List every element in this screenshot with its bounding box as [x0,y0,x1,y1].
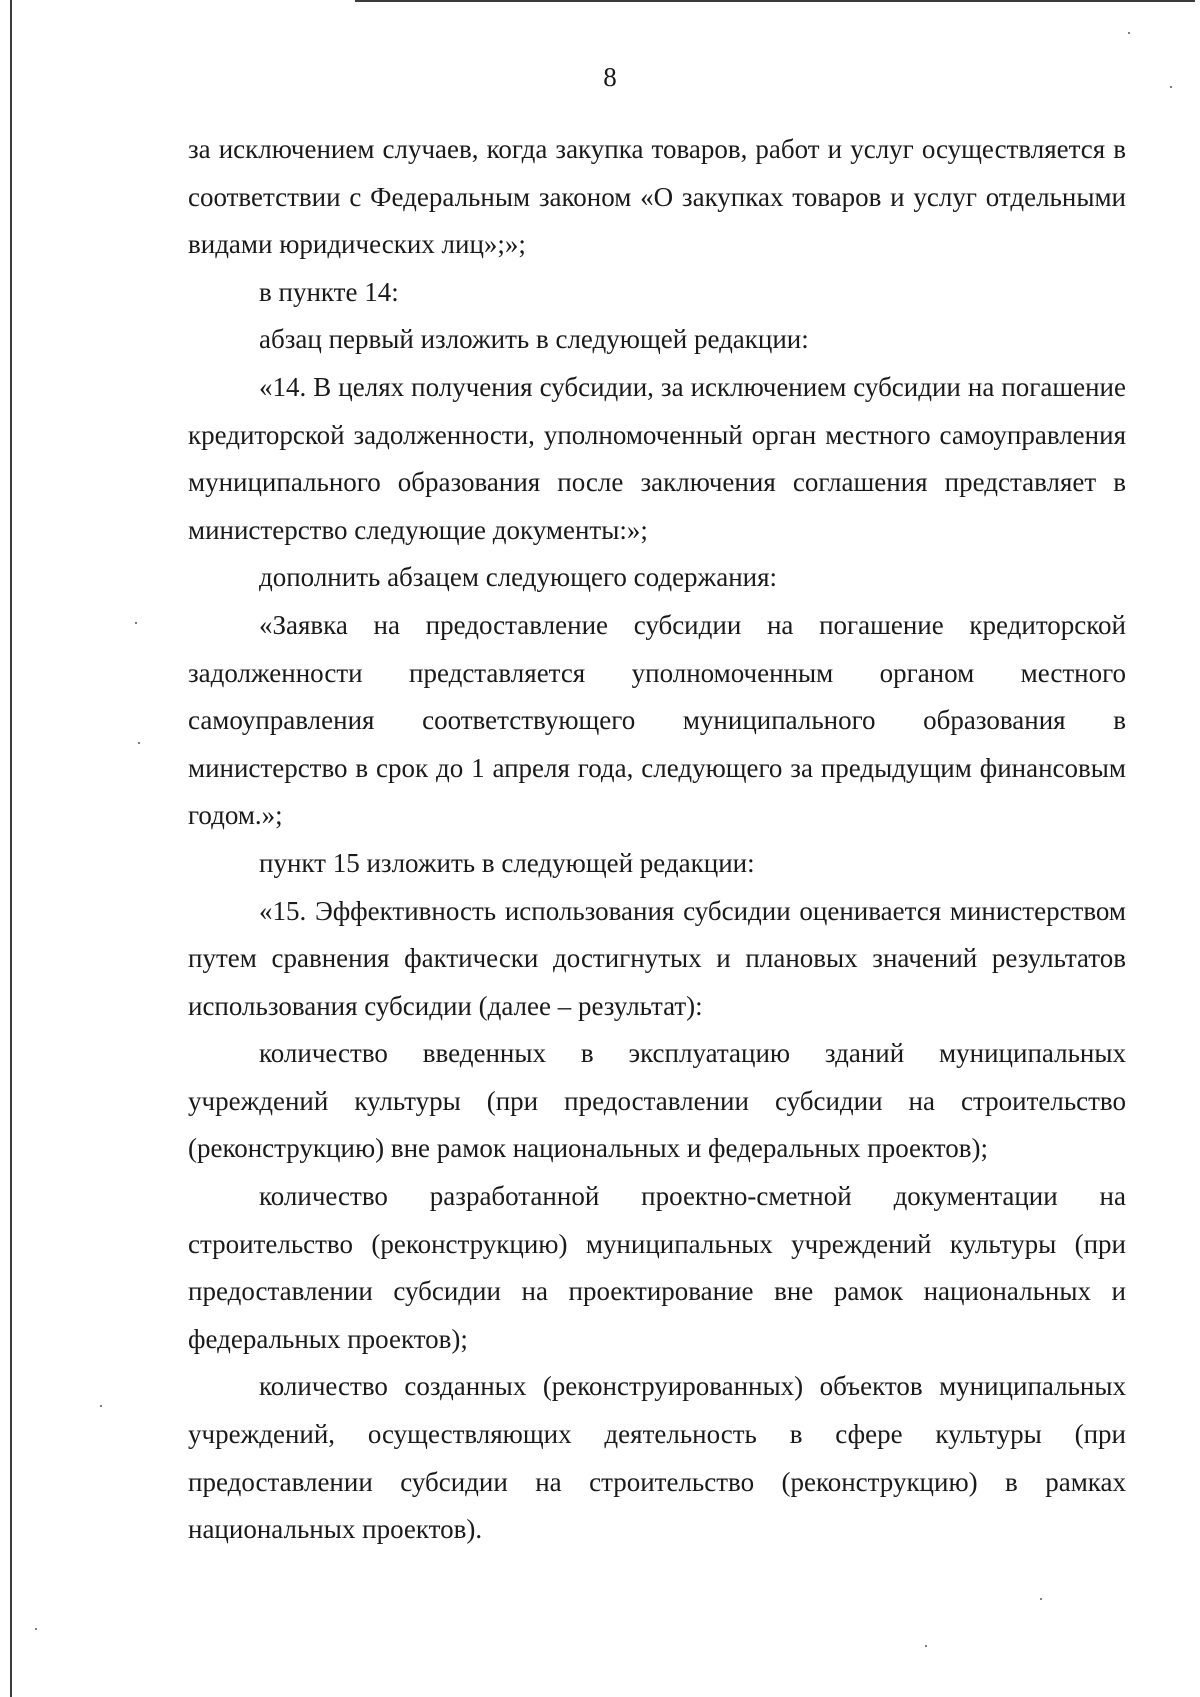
scan-speck [100,1405,102,1407]
page-number: 8 [603,62,617,92]
paragraph: абзац первый изложить в следующей редакции: [259,324,809,355]
paragraph: за исключением случаев, когда закупка товаров, работ и услуг осуществляется в соответствии с Федеральным законом «О закупках товаров и услуг отдельными видами юридических лиц»;»; [188,134,1126,260]
paragraph: «14. В целях получения субсидии, за исключением субсидии на погашение кредиторской задолженности, уполномоченный орган местного самоуправления муниципального образования после заключения соглашения представляет в министерство следующие документы:»; [188,371,1126,545]
scan-border-left [10,0,12,1697]
paragraph: количество созданных (реконструированных) объектов муниципальных учреждений, осуществляющих деятельность в сфере культуры (при предоставлении субсидии на строительство (реконструкцию) в рамках национальных проектов). [188,1371,1126,1545]
scan-border-top [355,0,1195,2]
scan-speck [925,1645,927,1647]
paragraph: пункт 15 изложить в следующей редакции: [259,847,755,878]
scan-speck [35,1628,37,1630]
paragraph: количество разработанной проектно-сметной документации на строительство (реконструкцию) муниципальных учреждений культуры (при предоставлении субсидии на проектирование вне рамок национальных и федеральных проектов); [188,1181,1126,1354]
scan-speck [1040,1598,1042,1600]
paragraph: в пункте 14: [259,276,399,307]
scan-speck [1170,86,1172,88]
paragraph: «Заявка на предоставление субсидии на погашение кредиторской задолженности представляется уполномоченным органом местного самоуправления соответствующего муниципального образования в министерство в срок до 1 апреля года, следующего за предыдущим финансовым годом.»; [188,609,1126,831]
paragraph: дополнить абзацем следующего содержания: [259,562,778,593]
scan-speck [138,742,140,744]
scan-speck [1128,32,1130,34]
paragraph: количество введенных в эксплуатацию зданий муниципальных учреждений культуры (при предоставлении субсидии на строительство (реконструкцию) вне рамок национальных и федеральных проектов); [188,1038,1126,1164]
scan-speck [135,622,137,624]
paragraph: «15. Эффективность использования субсидии оценивается министерством путем сравнения фактически достигнутых и плановых значений результатов использования субсидии (далее – результат): [188,895,1126,1021]
document-body [188,126,1126,1554]
